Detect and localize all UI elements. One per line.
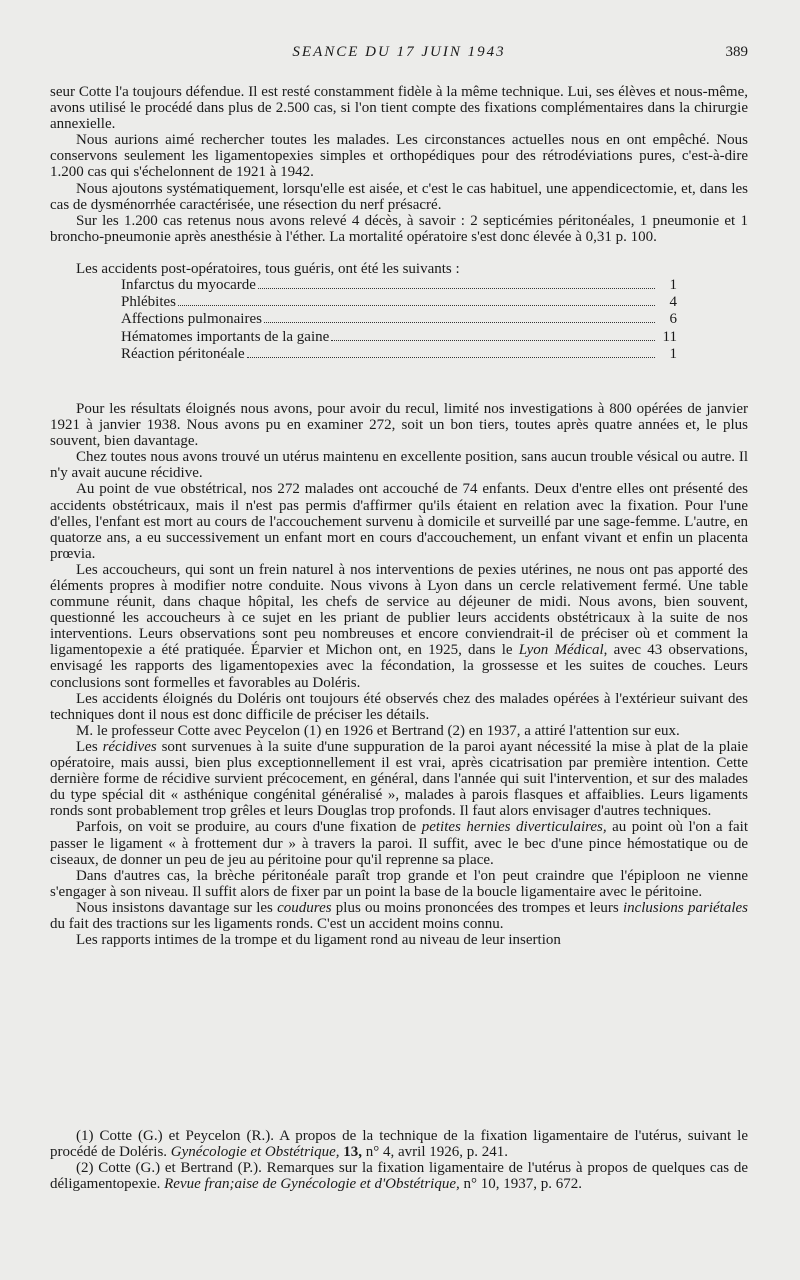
- item-label: Infarctus du myocarde: [121, 277, 256, 294]
- paragraph: M. le professeur Cotte avec Peycelon (1) en 1926 et Bertrand (2) en 1937, a attiré l'attention sur eux.: [76, 722, 680, 739]
- accidents-list: [121, 277, 677, 363]
- dot-leader: [178, 305, 655, 306]
- list-item: [121, 346, 677, 363]
- footnote: (2) Cotte (G.) et Bertrand (P.). Remarques sur la fixation ligamentaire de l'utérus à propos de quelques cas de déligamentopexie. Revue fran;aise de Gynécologie et d'Obstétrique, n° 10, 1937, p. 672.: [50, 1160, 748, 1192]
- paragraph: Les accoucheurs, qui sont un frein naturel à nos interventions de pexies utérines, ne nous ont pas apporté des éléments propres à modifier notre conduite. Nous vivons à Lyon dans un cercle relativement fermé. Une table commune réunit, dans chaque hôpital, les chefs de service au déjeuner de midi. Nous avons, bien souvent, questionné les accoucheurs à ce sujet en les priant de publier leurs accidents obstétricaux à la suite de nos interventions. Leurs observations sont peu nombreuses et encore conviendrait-il de préciser où et comment la ligamentopexie a été pratiquée. Éparvier et Michon ont, en 1925, dans le Lyon Médical, avec 43 observations, envisagé les rapports des ligamentopexies avec la fécondation, la grossesse et les suites de couches. Leurs conclusions sont formelles et favorables au Doléris.: [50, 561, 748, 691]
- item-count: 11: [662, 328, 677, 345]
- list-item: [121, 277, 677, 294]
- spacer: [50, 245, 748, 261]
- paragraph: Dans d'autres cas, la brèche péritonéale paraît trop grande et l'on peut craindre que l'épiploon ne vienne s'engager à son niveau. Il suffit alors de fixer par un point la base de la boucle ligamentaire avec le péritoine.: [50, 867, 748, 900]
- paragraph: Chez toutes nous avons trouvé un utérus maintenu en excellente position, sans aucun trouble vésical ou autre. Il n'y avait aucune récidive.: [50, 449, 748, 482]
- item-label: Phlébites: [121, 294, 176, 311]
- footnotes: [50, 1128, 748, 1192]
- paragraph: Les rapports intimes de la trompe et du ligament rond au niveau de leur insertion: [76, 932, 561, 949]
- journal-title: Lyon Médical: [518, 642, 604, 659]
- paragraph: Sur les 1.200 cas retenus nous avons relevé 4 décès, à savoir : 2 septicémies péritonéales, 1 pneumonie et 1 broncho-pneumonie après anesthésie à l'éther. La mortalité opératoire s'est donc élevée à 0,31 p. 100.: [50, 212, 748, 245]
- item-label: Affections pulmonaires: [121, 311, 262, 328]
- header-title: SEANCE DU 17 JUIN 1943: [292, 44, 506, 60]
- dot-leader: [247, 357, 655, 358]
- paragraph: Nous aurions aimé rechercher toutes les malades. Les circonstances actuelles nous en ont empêché. Nous conservons seulement les ligamentopexies simples et orthopédiques pour des rétrodéviations pures, c'est-à-dire 1.200 cas qui s'échelonnent de 1921 à 1942.: [50, 132, 748, 181]
- item-count: 1: [669, 345, 677, 362]
- item-count: 4: [669, 294, 677, 311]
- paragraph: Parfois, on voit se produire, au cours d'une fixation de petites hernies diverticulaires, au point où l'on a fait passer le ligament « à frottement dur » à travers la paroi. Il suffit, avec le bec d'une pince hémostatique ou de ciseaux, de donner un peu de jeu au péritoine pour qu'il reprenne sa place.: [50, 819, 748, 868]
- paragraph: Au point de vue obstétrical, nos 272 malades ont accouché de 74 enfants. Deux d'entre elles ont présenté des accidents obstétricaux, mais il n'est pas permis d'affirmer qu'ils étaient en relation avec la fixation. Pour l'une d'elles, l'enfant est mort au cours de l'accouchement survenu à domicile et surveillé par une sage-femme. L'autre, en quatorze ans, a eu successivement un enfant mort en cours d'accouchement, un enfant vivant et enfin un placenta prœvia.: [50, 481, 748, 562]
- list-item: [121, 329, 677, 346]
- dot-leader: [331, 340, 655, 341]
- paragraph: Nous insistons davantage sur les coudures plus ou moins prononcées des trompes et leurs inclusions pariétales du fait des tractions sur les ligaments ronds. C'est un accident moins connu.: [50, 899, 748, 932]
- item-count: 1: [669, 277, 677, 294]
- paragraph: Pour les résultats éloignés nous avons, pour avoir du recul, limité nos investigations à 800 opérées de janvier 1921 à janvier 1938. Nous avons pu en examiner 272, soit un bon tiers, toutes après quatre années et, le plus souvent, bien davantage.: [50, 400, 748, 450]
- accidents-intro: Les accidents post-opératoires, tous guéris, ont été les suivants :: [76, 260, 460, 277]
- dot-leader: [264, 322, 655, 323]
- paragraph: Les récidives sont survenues à la suite d'une suppuration de la paroi ayant nécessité la mise à plat de la plaie opératoire, mais aussi, bien plus exceptionnellement il est vrai, après cicatrisation par première intention. Cette dernière forme de récidive survient précocement, en général, dans l'année qui suit l'intervention, et sur des malades du type spécial dit « asthénique congénital généralisé », malades à parois flasques et affaiblies. Leurs ligaments ronds sont probablement trop grêles et leurs Douglas trop profonds. Il faut alors envisager d'autres techniques.: [50, 738, 748, 820]
- item-count: 6: [669, 311, 677, 328]
- paragraph: Nous ajoutons systématiquement, lorsqu'elle est aisée, et c'est le cas habituel, une appendicectomie, et, dans les cas de dysménorrhée caractérisée, une résection du nerf présacré.: [50, 180, 748, 213]
- paragraph: Les accidents éloignés du Doléris ont toujours été observés chez des malades opérées à l'extérieur suivant des techniques dont il nous est donc difficile de préciser les détails.: [50, 690, 748, 723]
- paragraph: seur Cotte l'a toujours défendue. Il est resté constamment fidèle à la même technique. Lui, ses élèves et nous-même, avons utilisé le procédé dans plus de 2.500 cas, si l'on tient compte des fixations complémentaires dans la chirurgie annexielle.: [50, 84, 748, 133]
- running-header: [50, 44, 748, 66]
- list-item: [121, 311, 677, 328]
- footnote: (1) Cotte (G.) et Peycelon (R.). A propos de la technique de la fixation ligamentaire de l'utérus, suivant le procédé de Doléris. Gynécologie et Obstétrique, 13, n° 4, avril 1926, p. 241.: [50, 1128, 748, 1160]
- body-text: [50, 84, 748, 948]
- item-label: Réaction péritonéale: [121, 345, 245, 362]
- item-label: Hématomes importants de la gaine: [121, 328, 330, 345]
- spacer: [50, 363, 748, 401]
- list-item: [121, 294, 677, 311]
- page-number: 389: [725, 44, 748, 60]
- dot-leader: [258, 288, 655, 289]
